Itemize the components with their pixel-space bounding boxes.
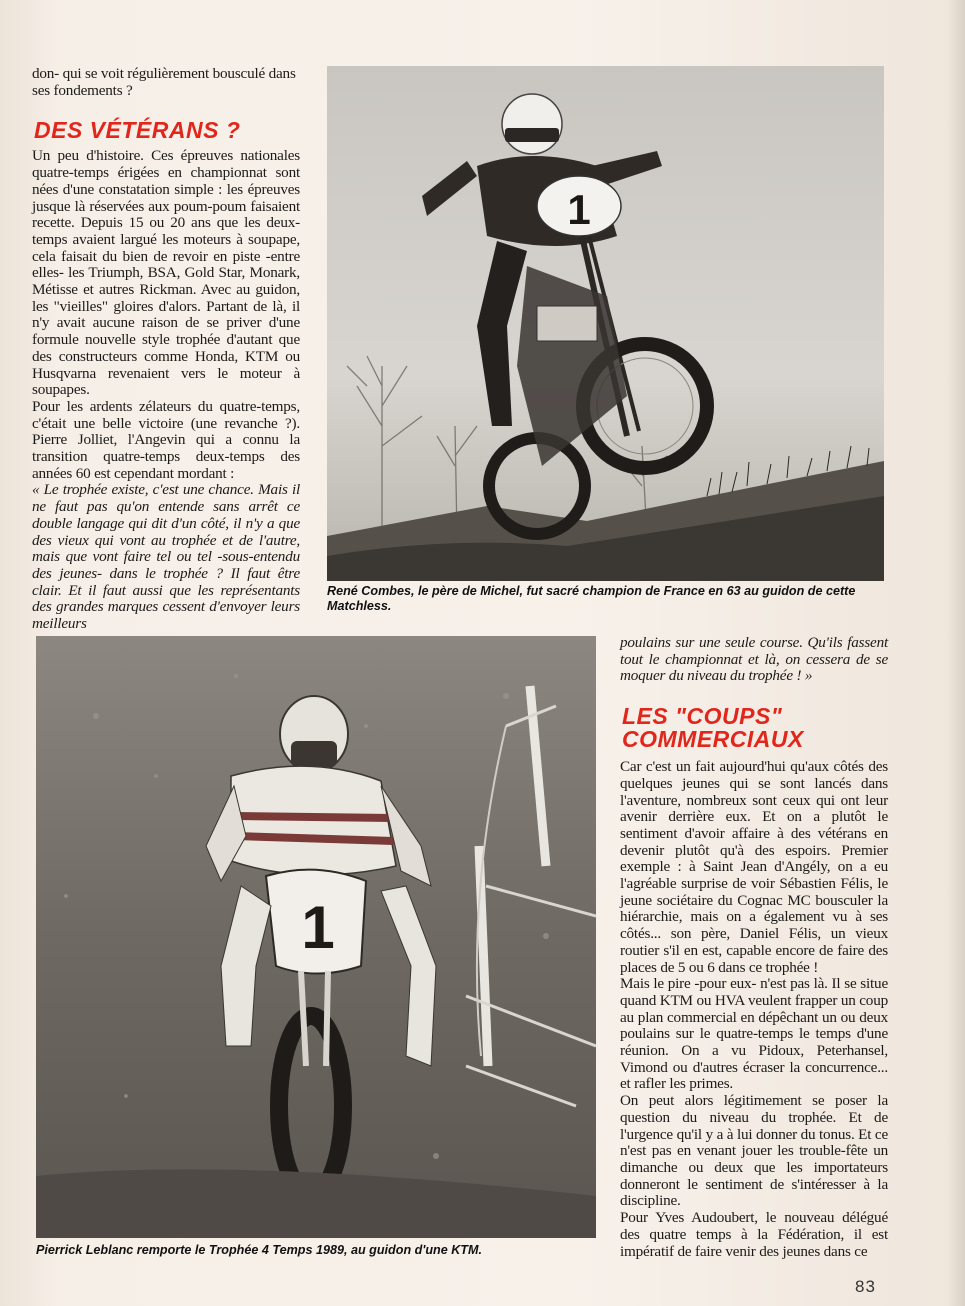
intro-text: don- qui se voit régulièrement bousculé dans ses fondements ? [32,65,296,99]
right-column [620,635,888,1260]
quote-continuation: poulains sur une seule course. Qu'ils fassent tout le championnat et là, on cessera de se moquer du niveau du trophée ! » [620,634,888,685]
paragraph: Mais le pire -pour eux- n'est pas là. Il se situe quand KTM ou HVA veulent frapper un coup au plan commercial en dépêchant un ou deux poulains sur le quatre-temps le temps d'une réunion. On a vu Pidoux, Peterhansel, Vimond ou d'autres écraser la concurrence... et rafler les primes. [620,975,888,1093]
quote-jolliet: « Le trophée existe, c'est une chance. Mais il ne faut pas qu'on entende sans arrêt ce double langage qui dit d'un côté, il n'y a que des vieux qui vont au trophée et de l'autre, mais que vont faire tel ou tel -sous-entendu des jeunes- dans le trophée ? Il faut être clair. Et il faut aussi que les représentants des grandes marques cessent d'envoyer leurs meilleurs [32,481,300,633]
heading-coups-commerciaux [622,705,888,751]
paragraph: On peut alors légitimement se poser la question du niveau du trophée. Et de l'urgence qu'il y a à lui donner du tonus. Et ce n'est pas en venant jouer les trouble-fête un dimanche ou deux que les importateurs donneront le sentiment de s'intéresser à la discipline. [620,1092,888,1210]
caption-top-photo: René Combes, le père de Michel, fut sacré champion de France en 63 au guidon de cette Matchless. [327,584,856,613]
paragraph: Pour les ardents zélateurs du quatre-temps, c'était une belle victoire (une revanche ?). Pierre Jolliet, l'Angevin qui a connu la transition quatre-temps deux-temps des années 60 est cependant mordant : [32,397,300,482]
paragraph: Pour Yves Audoubert, le nouveau délégué des quatre temps à la Fédération, il est impératif de faire venir des jeunes dans ce [620,1209,888,1260]
bottom-bib-number: 1 [301,894,335,961]
heading-veterans: DES VÉTÉRANS ? [34,117,241,144]
paragraph: Un peu d'histoire. Ces épreuves nationales quatre-temps érigées en championnat sont nées d'une constatation simple : les épreuves jusque là réservées aux poum-poum faisaient recette. Depuis 15 ou 20 ans que les deux-temps avaient largué les moteurs à soupape, cela faisait du bien de revoir en piste -entre elles- les Triumph, BSA, Gold Star, Monark, Métisse et autres Rickman. Avec au guidon, les "vieilles" gloires d'alors. Partant de là, il n'y avait aucune raison de se priver d'une formule nouvelle style trophée d'autant que des constructeurs comme Honda, KTM ou Husqvarna revenaient vers le moteur à soupapes. [32,147,300,399]
photo-pierrick-leblanc [36,636,596,1238]
page-number: 83 [855,1277,876,1296]
photo-rene-combes [327,66,884,581]
paragraph: Car c'est un fait aujourd'hui qu'aux côtés des quelques jeunes qui se sont lancés dans l'aventure, nombreux sont ceux qui ont leur avenir derrière eux. Et on a plutôt le sentiment d'avoir affaire à des vétérans en devenir plutôt qu'à des espoirs. Premier exemple : à Saint Jean d'Angély, on a eu l'agréable surprise de voir Sébastien Félis, le jeune sociétaire du Cognac MC bousculer la hiérarchie, mais on a également vu à ses côtés... son père, Daniel Félis, un vieux routier s'il en est, capable encore de faire des places de 5 ou 6 dans ce trophée ! [620,758,888,976]
page-edge-shadow [947,0,965,1306]
left-column [32,66,300,633]
heading-line-2: COMMERCIAUX [622,726,804,753]
top-bib-number: 1 [567,186,591,233]
heading-line-1: LES "COUPS" [622,703,783,730]
caption-bottom-photo: Pierrick Leblanc remporte le Trophée 4 Temps 1989, au guidon d'une KTM. [36,1243,482,1257]
